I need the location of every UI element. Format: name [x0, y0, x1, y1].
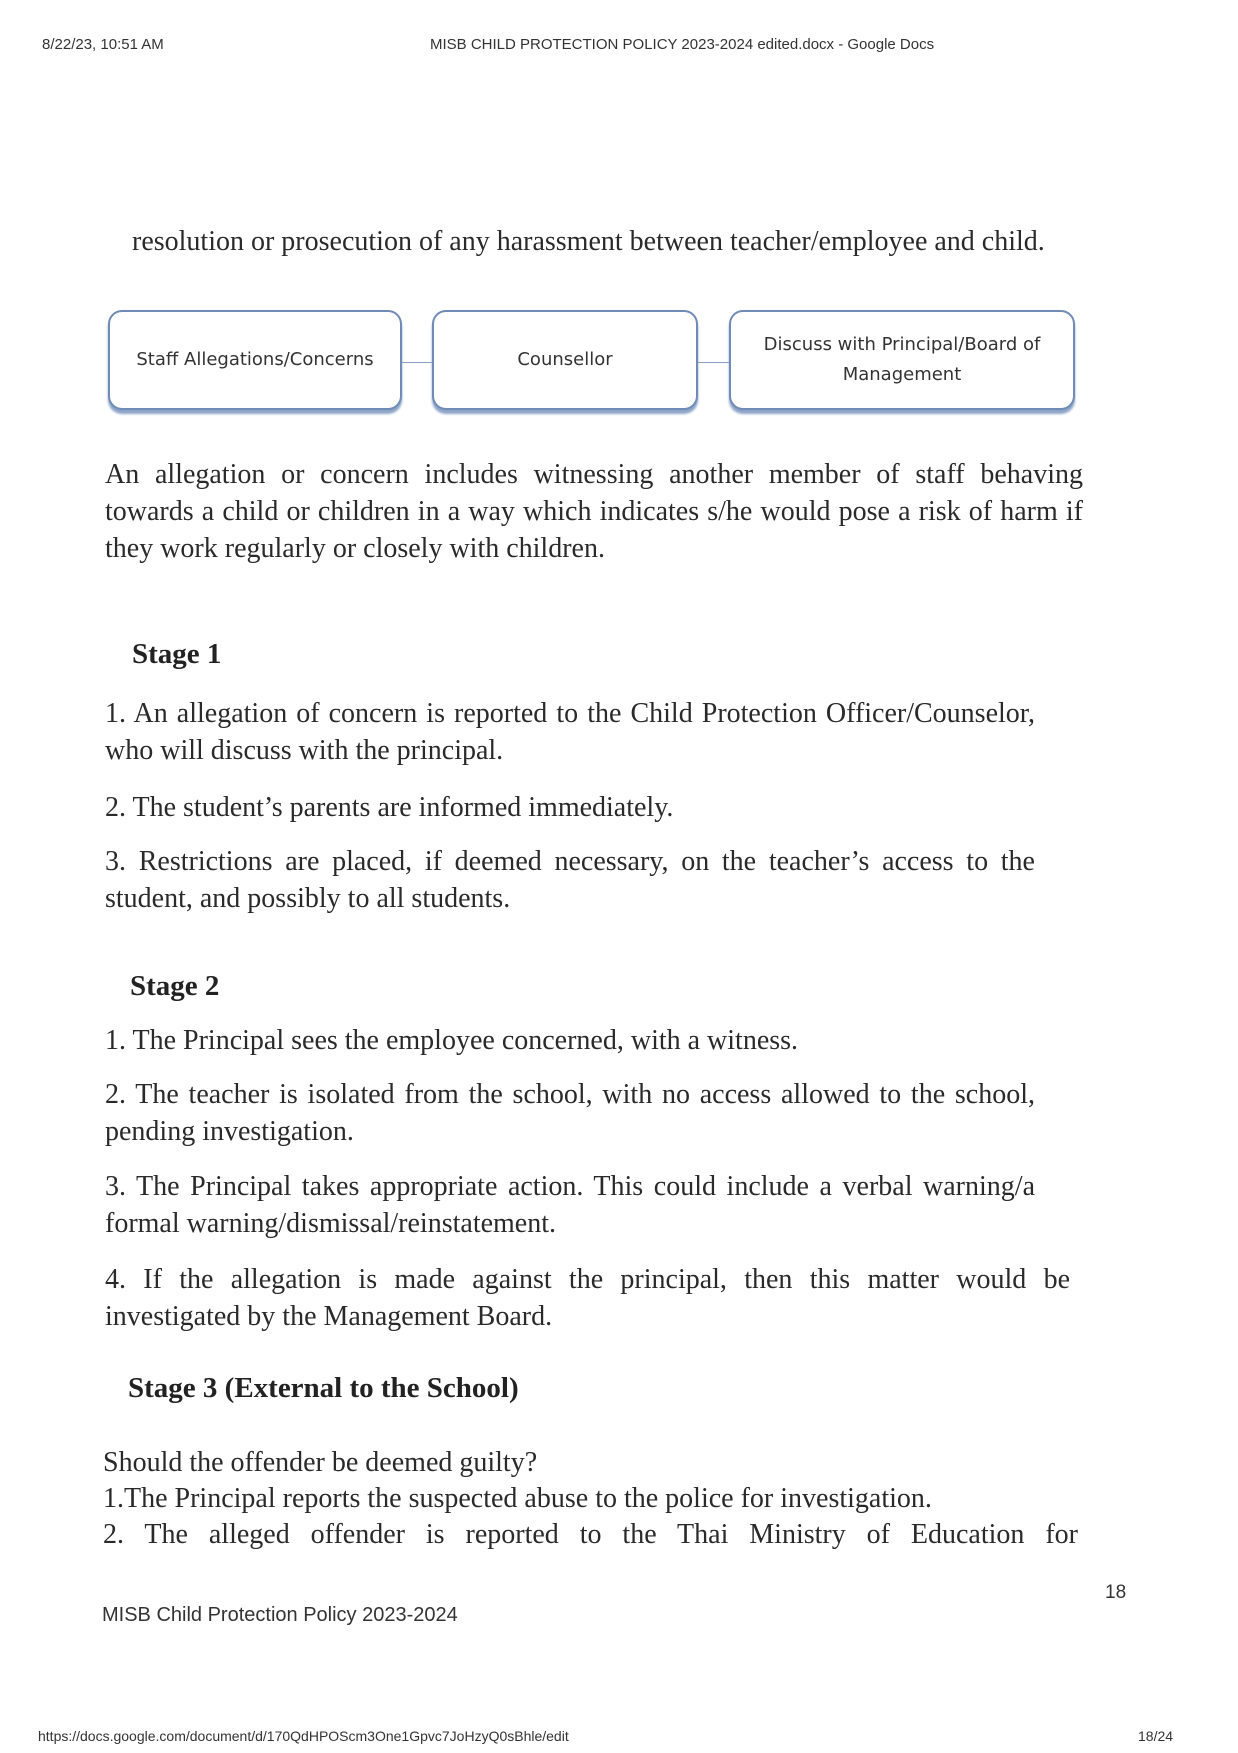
stage-3-body: [103, 1445, 1078, 1553]
flow-connector: [698, 362, 729, 363]
print-page-count: 18/24: [1138, 1728, 1174, 1744]
stage-2-item: 1. The Principal sees the employee concerned, with a witness.: [105, 1025, 799, 1056]
flow-connector: [402, 362, 432, 363]
stage-3-line: Should the offender be deemed guilty?: [103, 1447, 538, 1478]
document-footer: MISB Child Protection Policy 2023-2024: [102, 1604, 458, 1626]
stage-2-item: 2. The teacher is isolated from the school, with no access allowed to the school, pending investigation.: [105, 1079, 1035, 1147]
stage-3-line: 2. The alleged offender is reported to the Thai Ministry of Education for: [103, 1519, 1078, 1550]
stage-2-item: 4. If the allegation is made against the principal, then this matter would be investigated by the Management Board.: [105, 1264, 1070, 1332]
stage-3-heading: Stage 3 (External to the School): [128, 1372, 519, 1404]
intro-paragraph: resolution or prosecution of any harassment between teacher/employee and child.: [132, 226, 1045, 257]
stage-3-line: 1.The Principal reports the suspected abuse to the police for investigation.: [103, 1483, 932, 1514]
print-datetime: 8/22/23, 10:51 AM: [42, 36, 164, 53]
flow-box-counsellor: Counsellor: [432, 310, 698, 410]
stage-1-item: 3. Restrictions are placed, if deemed necessary, on the teacher’s access to the student, and possibly to all students.: [105, 846, 1035, 914]
print-doc-title: MISB CHILD PROTECTION POLICY 2023-2024 edited.docx - Google Docs: [430, 36, 935, 53]
reporting-flowchart: [105, 310, 1085, 418]
stage-1-item: 2. The student’s parents are informed immediately.: [105, 792, 674, 823]
stage-2-item: 3. The Principal takes appropriate action. This could include a verbal warning/a formal warning/dismissal/reinstatement.: [105, 1171, 1035, 1239]
stage-1-item: 1. An allegation of concern is reported to the Child Protection Officer/Counselor, who will discuss with the principal.: [105, 698, 1035, 766]
stage-2-heading: Stage 2: [130, 970, 220, 1002]
page-number: 18: [1105, 1582, 1127, 1603]
print-url: https://docs.google.com/document/d/170QdHPOScm3One1Gpvc7JoHzyQ0sBhle/edit: [38, 1728, 569, 1744]
flow-box-staff-allegations: Staff Allegations/Concerns: [108, 310, 402, 410]
flow-box-principal-board: Discuss with Principal/Board of Management: [729, 310, 1075, 410]
stage-1-heading: Stage 1: [132, 638, 222, 670]
allegation-definition: An allegation or concern includes witnessing another member of staff behaving towards a child or children in a way which indicates s/he would pose a risk of harm if they work regularly or closely with children.: [105, 459, 1083, 564]
